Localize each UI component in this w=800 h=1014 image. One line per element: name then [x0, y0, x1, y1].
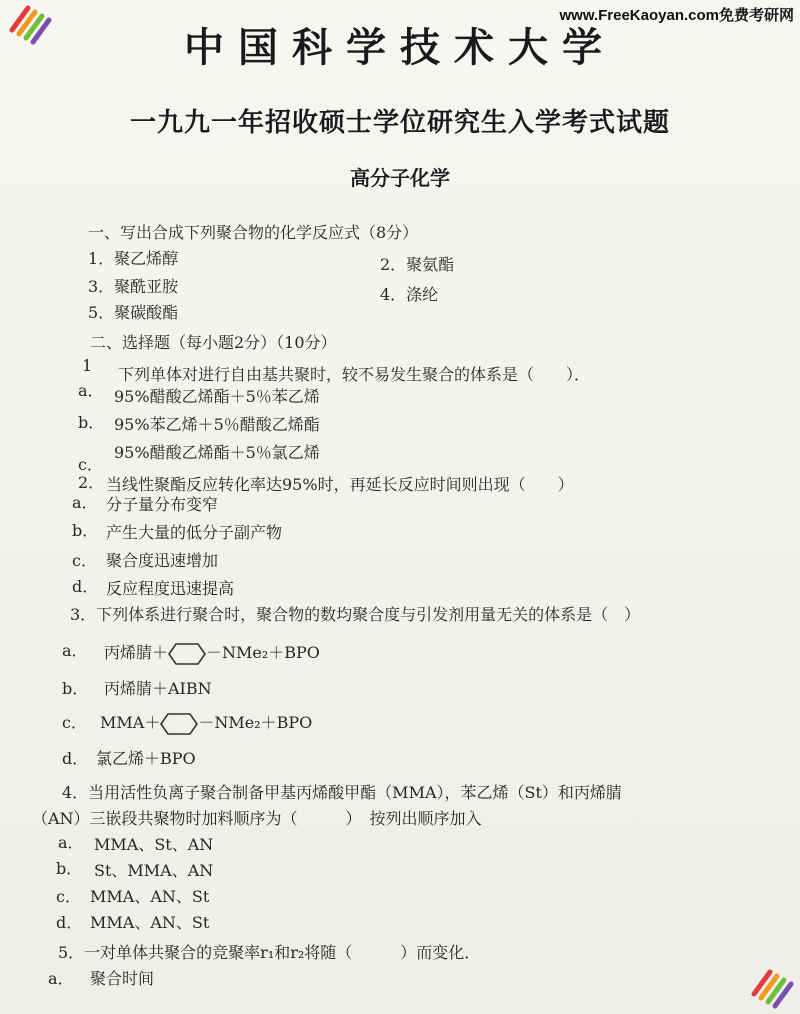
benzene-ring-icon [168, 642, 206, 666]
q1-option-a-label: a． [78, 381, 104, 400]
q1-option-b-label: b． [78, 413, 105, 432]
q2-option-a-label: a． [72, 493, 98, 512]
q4-option-a: MMA、St、AN [94, 835, 214, 854]
q3-stem: 3．下列体系进行聚合时，聚合物的数均聚合度与引发剂用量无关的体系是（ ） [70, 605, 641, 624]
q3-option-b-label: b． [62, 679, 89, 698]
q3-option-a-tail: －NMe₂＋BPO [206, 643, 320, 662]
section1-item-5: 5．聚碳酸酯 [88, 303, 179, 322]
q2-stem: 当线性聚酯反应转化率达95%时，再延长反应时间则出现（ ） [106, 475, 574, 494]
q1-option-b: 95%苯乙烯＋5％醋酸乙烯酯 [114, 415, 320, 434]
q4-option-d: MMA、AN、St [90, 913, 210, 932]
q3-option-a-reagent: 丙烯腈＋ [104, 643, 169, 662]
university-title: 中国科学技术大学 [184, 24, 616, 71]
section1-item-3: 3．聚酰亚胺 [88, 277, 179, 296]
q3-option-a [104, 640, 320, 666]
q5-option-a: 聚合时间 [90, 969, 155, 988]
q3-option-c [100, 710, 312, 736]
q3-option-a-label: a． [62, 641, 88, 660]
q2-option-c-label: c． [72, 551, 97, 570]
q3-option-c-reagent: MMA＋ [100, 713, 161, 732]
q1-option-c-label: c． [78, 455, 103, 474]
q2-option-d-label: d． [72, 577, 99, 596]
q1-number: 1 [82, 356, 93, 375]
q1-stem: 下列单体对进行自由基共聚时，较不易发生聚合的体系是（ ）． [118, 365, 591, 384]
q3-option-c-tail: －NMe₂＋BPO [198, 713, 313, 732]
subject-title: 高分子化学 [350, 166, 450, 190]
q1-option-c: 95%醋酸乙烯酯＋5％氯乙烯 [114, 443, 320, 462]
section2-heading: 二、选择题（每小题2分）（10分） [90, 333, 337, 352]
q2-option-d: 反应程度迅速提高 [106, 579, 235, 598]
section1-heading: 一、写出合成下列聚合物的化学反应式（8分） [88, 223, 419, 242]
q3-option-c-label: c． [62, 713, 87, 732]
q2-option-b-label: b． [72, 521, 99, 540]
section1-item-4: 4．涤纶 [380, 285, 439, 304]
q4-stem-line2: （AN）三嵌段共聚物时加料顺序为（ ） 按列出顺序加入 [32, 809, 482, 828]
q2-number: 2． [78, 473, 105, 492]
exam-title: 一九九一年招收硕士学位研究生入学考式试题 [129, 108, 670, 138]
q3-option-d: 氯乙烯＋BPO [96, 749, 196, 768]
q4-option-b-label: b． [56, 859, 83, 878]
section1-item-1: 1．聚乙烯醇 [88, 249, 179, 268]
q4-option-c: MMA、AN、St [90, 887, 210, 906]
q3-option-b: 丙烯腈＋AIBN [104, 679, 212, 698]
q4-option-a-label: a． [58, 833, 84, 852]
benzene-ring-icon [160, 712, 198, 736]
q4-stem-line1: 4．当用活性负离子聚合制备甲基丙烯酸甲酯（MMA），苯乙烯（St）和丙烯腈 [62, 783, 622, 802]
q4-option-c-label: c． [56, 887, 81, 906]
q3-option-d-label: d． [62, 749, 89, 768]
q2-option-c: 聚合度迅速增加 [106, 551, 219, 570]
q1-option-a: 95%醋酸乙烯酯＋5％苯乙烯 [114, 387, 320, 406]
q4-option-b: St、MMA、AN [94, 861, 214, 880]
q5-option-a-label: a． [48, 969, 74, 988]
q2-option-b: 产生大量的低分子副产物 [106, 523, 283, 542]
q5-stem: 5．一对单体共聚合的竞聚率r₁和r₂将随（ ）而变化． [58, 943, 481, 962]
q2-option-a: 分子量分布变窄 [106, 495, 219, 514]
freekaoyan-logo-icon [748, 964, 794, 1010]
watermark-text: www.FreeKaoyan.com免费考研网 [559, 7, 794, 24]
section1-item-2: 2．聚氨酯 [380, 255, 455, 274]
q4-option-d-label: d． [56, 913, 83, 932]
